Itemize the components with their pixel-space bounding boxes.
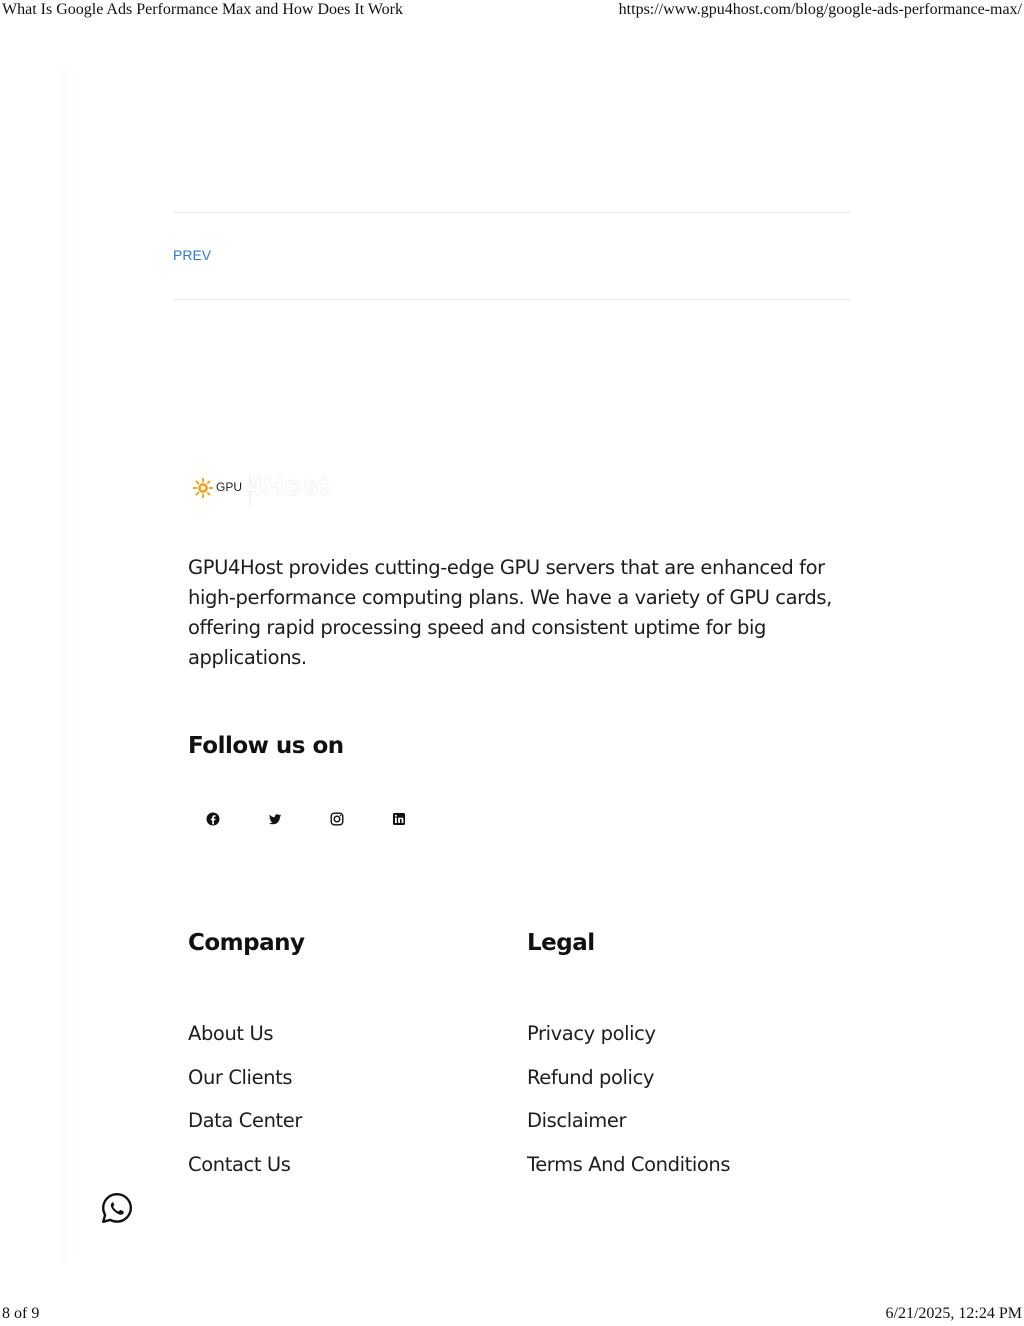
gpu-sun-icon xyxy=(193,478,213,498)
footer-link-about-us[interactable]: About Us xyxy=(188,1022,274,1045)
footer-link-our-clients[interactable]: Our Clients xyxy=(188,1065,293,1089)
print-page-number: 8 of 9 xyxy=(2,1305,40,1322)
whatsapp-icon[interactable] xyxy=(100,1191,134,1225)
footer-link-privacy-policy[interactable]: Privacy policy xyxy=(527,1022,656,1045)
prev-post-link[interactable]: PREV xyxy=(173,247,212,263)
logo-gpu-text: GPU xyxy=(216,480,243,494)
legal-heading: Legal xyxy=(527,930,595,956)
page-edge xyxy=(60,70,76,1260)
footer-link-refund-policy[interactable]: Refund policy xyxy=(527,1065,655,1089)
legal-links xyxy=(527,1022,730,1196)
print-page-title: What Is Google Ads Performance Max and How Does It Work xyxy=(2,1,403,18)
follow-us-heading: Follow us on xyxy=(188,733,344,759)
company-links xyxy=(188,1022,302,1196)
print-datetime: 6/21/2025, 12:24 PM xyxy=(885,1305,1022,1322)
twitter-icon[interactable] xyxy=(267,811,283,827)
facebook-icon[interactable] xyxy=(205,811,221,827)
print-footer xyxy=(0,1304,1024,1326)
linkedin-icon[interactable] xyxy=(391,811,407,827)
logo-host-text: 4Host xyxy=(247,470,330,501)
instagram-icon[interactable] xyxy=(329,811,345,827)
print-header xyxy=(0,0,1024,22)
footer-link-disclaimer[interactable]: Disclaimer xyxy=(527,1109,627,1132)
footer-link-contact-us[interactable]: Contact Us xyxy=(188,1152,291,1176)
company-heading: Company xyxy=(188,930,305,956)
footer-link-terms[interactable]: Terms And Conditions xyxy=(527,1152,731,1176)
company-description: GPU4Host provides cutting-edge GPU servers that are enhanced for high-performance computing plans. We have a variety of GPU cards, offering rapid processing speed and consistent uptime for big applications. xyxy=(188,556,832,669)
brand-logo[interactable] xyxy=(193,470,363,510)
post-navigation xyxy=(173,212,851,300)
footer-link-data-center[interactable]: Data Center xyxy=(188,1109,302,1132)
print-page-url: https://www.gpu4host.com/blog/google-ads-performance-max/ xyxy=(618,1,1022,18)
